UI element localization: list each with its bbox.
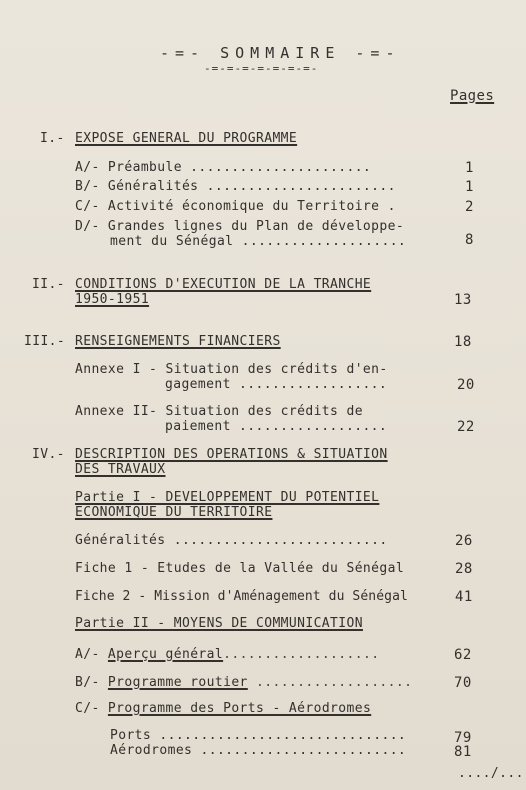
page-number: 8 xyxy=(465,232,474,248)
section-2-numeral: II.- xyxy=(32,277,65,292)
section-4-numeral: IV.- xyxy=(32,447,65,462)
toc-entry-generalites-iv: Généralités .......................... xyxy=(75,533,388,548)
page-number: 18 xyxy=(454,334,472,350)
page-number: 2 xyxy=(465,199,474,215)
toc-entry-programme-routier xyxy=(75,675,412,690)
toc-entry-apercu xyxy=(75,647,379,662)
page-number: 1 xyxy=(465,179,474,195)
toc-entry-ports: Ports .............................. xyxy=(110,728,407,743)
pages-column-label: Pages xyxy=(450,88,495,104)
document-title: -=- SOMMAIRE -=- xyxy=(160,44,401,62)
section-1-numeral: I.- xyxy=(40,131,65,146)
toc-entry-fiche-1: Fiche 1 - Etudes de la Vallée du Sénégal xyxy=(75,561,405,576)
toc-entry-annexe-2-cont: paiement .................. xyxy=(165,419,388,434)
toc-entry-preambule: A/- Préambule ...................... xyxy=(75,160,372,175)
page-number: 70 xyxy=(454,675,472,691)
page-number: 62 xyxy=(454,647,472,663)
page-number: 28 xyxy=(455,561,473,577)
page-number: 1 xyxy=(465,160,474,176)
toc-entry-grandes-lignes: D/- Grandes lignes du Plan de développe- xyxy=(75,219,405,234)
page-number: 81 xyxy=(454,744,472,760)
entry-label: Programme routier xyxy=(107,675,248,690)
entry-prefix: B/- xyxy=(75,675,100,690)
entry-dots: ................... xyxy=(256,675,413,690)
section-4-title: DESCRIPTION DES OPERATIONS & SITUATION xyxy=(75,447,388,462)
section-4-title-cont: DES TRAVAUX xyxy=(75,462,166,477)
page-number: 26 xyxy=(455,533,473,549)
section-3-numeral: III.- xyxy=(24,334,66,349)
section-2-title: CONDITIONS D'EXECUTION DE LA TRANCHE xyxy=(75,277,372,292)
toc-entry-annexe-2: Annexe II- Situation des crédits de xyxy=(75,404,363,419)
page-number: 20 xyxy=(457,377,475,393)
page-number: 13 xyxy=(454,292,472,308)
entry-prefix: A/- xyxy=(75,647,100,662)
toc-entry-ports-aerodromes xyxy=(75,701,371,716)
toc-entry-activite-economique: C/- Activité économique du Territoire . xyxy=(75,199,396,214)
toc-entry-aerodromes: Aérodromes ......................... xyxy=(110,743,407,758)
section-1-title: EXPOSE GENERAL DU PROGRAMME xyxy=(75,131,298,146)
toc-entry-generalites: B/- Généralités ....................... xyxy=(75,179,396,194)
toc-entry-annexe-1: Annexe I - Situation des crédits d'en- xyxy=(75,362,388,377)
continuation-mark: ..../... xyxy=(458,766,524,781)
entry-label: Aperçu général xyxy=(107,647,224,662)
page-number: 41 xyxy=(455,589,473,605)
page-number: 79 xyxy=(454,730,472,746)
part-1-title: Partie I - DEVELOPPEMENT DU POTENTIEL xyxy=(75,490,380,505)
section-2-title-cont: 1950-1951 xyxy=(75,292,150,307)
page-number: 22 xyxy=(457,419,475,435)
part-2-heading xyxy=(75,616,363,631)
title-decoration: -=-=-=-=-=-=-=- xyxy=(204,62,319,75)
toc-entry-grandes-lignes-cont: ment du Sénégal .................... xyxy=(110,234,407,249)
entry-prefix: C/- xyxy=(75,701,100,716)
part-2-title: - MOYENS DE COMMUNICATION xyxy=(149,616,363,631)
toc-entry-annexe-1-cont: gagement .................. xyxy=(165,377,388,392)
part-2-prefix: Partie II xyxy=(75,616,150,631)
entry-label: Programme des Ports - Aérodromes xyxy=(107,701,372,716)
toc-entry-fiche-2: Fiche 2 - Mission d'Aménagement du Sénégal xyxy=(75,589,408,604)
section-3-title: RENSEIGNEMENTS FINANCIERS xyxy=(75,334,281,349)
part-1-title-cont: ECONOMIQUE DU TERRITOIRE xyxy=(75,505,273,520)
entry-dots: ................... xyxy=(223,647,380,662)
